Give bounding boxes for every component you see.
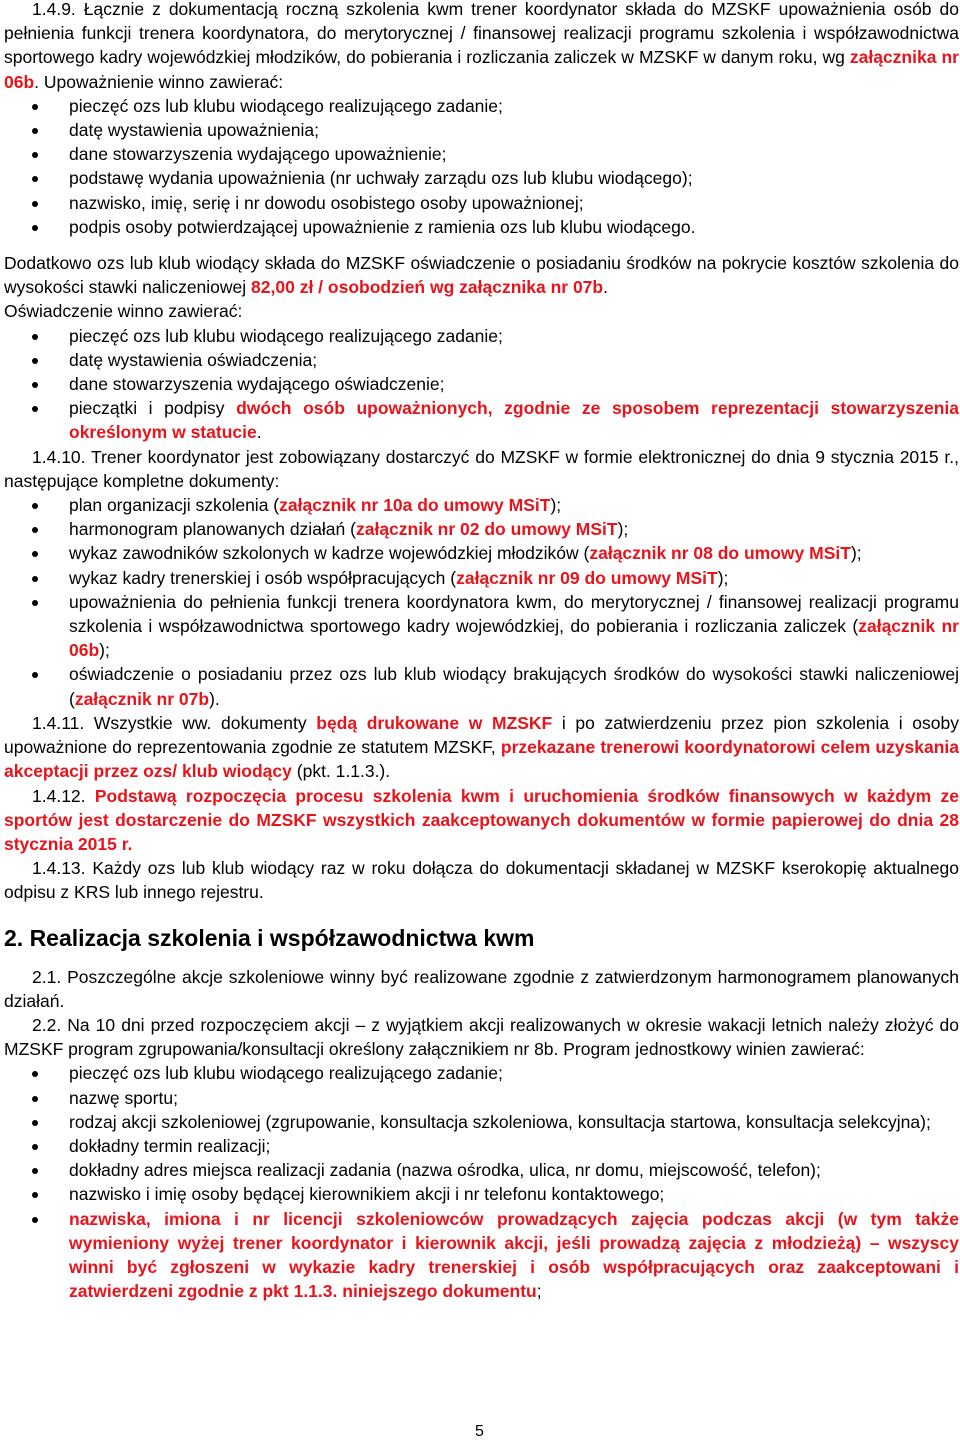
attachment-ref: załącznika nr 06b bbox=[4, 47, 959, 92]
rate-ref: 82,00 zł / osobodzień wg załącznika nr 07b bbox=[251, 277, 604, 298]
bullet-icon bbox=[32, 1144, 38, 1150]
list-item: podstawę wydania upoważnienia (nr uchwały zarządu ozs lub klubu wiodącego); bbox=[4, 166, 959, 190]
list-item: pieczęć ozs lub klubu wiodącego realizującego zadanie; bbox=[4, 1061, 959, 1085]
paragraph-2-2: 2.2. Na 10 dni przed rozpoczęciem akcji – z wyjątkiem akcji realizowanych w okresie wakacji letnich należy złożyć do MZSKF program zgrupowania/konsultacji określony załącznikiem nr 8b. Program jednostkowy winien zawierać: bbox=[4, 1014, 959, 1060]
bullet-icon bbox=[32, 1096, 38, 1102]
paragraph-1-4-13: 1.4.13. Każdy ozs lub klub wiodący raz w roku dołącza do dokumentacji składanej w MZSKF kserokopię aktualnego odpisu z KRS lub innego rejestru. bbox=[4, 858, 959, 903]
bullet-icon bbox=[32, 104, 38, 110]
authorization-contents-list bbox=[4, 94, 959, 239]
bullet-icon bbox=[32, 382, 38, 388]
paragraph-additional-statement: Dodatkowo ozs lub klub wiodący składa do MZSKF oświadczenie o posiadaniu środków na pokrycie kosztów szkolenia do wysokości stawki naliczeniowej 82,00 zł / osobodzień wg załącznika nr 07b. bbox=[4, 253, 959, 298]
list-item: dokładny termin realizacji; bbox=[4, 1134, 959, 1158]
bullet-icon bbox=[32, 503, 38, 509]
document-page bbox=[4, 0, 959, 1303]
bullet-icon bbox=[32, 527, 38, 533]
bullet-icon bbox=[32, 1192, 38, 1198]
bullet-icon bbox=[32, 1071, 38, 1077]
list-item: wykaz kadry trenerskiej i osób współpracujących (załącznik nr 09 do umowy MSiT); bbox=[4, 566, 959, 590]
list-item: pieczęć ozs lub klubu wiodącego realizującego zadanie; bbox=[4, 324, 959, 348]
list-item: nazwę sportu; bbox=[4, 1086, 959, 1110]
bullet-icon bbox=[32, 600, 38, 606]
bullet-icon bbox=[32, 358, 38, 364]
list-item: upoważnienia do pełnienia funkcji trenera koordynatora kwm, do merytorycznej / finansowej realizacji programu szkolenia i współzawodnictwa sportowego kadry wojewódzkiej, do pobierania i rozliczania zaliczek (załącznik nr 06b); bbox=[4, 590, 959, 663]
list-item: harmonogram planowanych działań (załącznik nr 02 do umowy MSiT); bbox=[4, 517, 959, 541]
statement-contents-intro: Oświadczenie winno zawierać: bbox=[4, 301, 243, 322]
bullet-icon bbox=[32, 1217, 38, 1223]
paragraph-2-1: 2.1. Poszczególne akcje szkoleniowe winny być realizowane zgodnie z zatwierdzonym harmonogramem planowanych działań. bbox=[4, 966, 959, 1011]
bullet-icon bbox=[32, 128, 38, 134]
list-item: datę wystawienia oświadczenia; bbox=[4, 348, 959, 372]
list-item: nazwisko i imię osoby będącej kierownikiem akcji i nr telefonu kontaktowego; bbox=[4, 1182, 959, 1206]
paragraph-number: 1.4.12. bbox=[32, 785, 86, 806]
paragraph-1-4-9: 1.4.9. Łącznie z dokumentacją roczną szkolenia kwm trener koordynator składa do MZSKF upoważnienia osób do pełnienia funkcji trenera koordynatora, do merytorycznej / finansowej realizacji programu szkolenia i współzawodnictwa sportowego kadry wojewódzkiej młodzików, do pobierania i rozliczania zaliczek w MZSKF w danym roku, wg załącznika nr 06b. Upoważnienie winno zawierać: bbox=[4, 0, 959, 92]
bullet-icon bbox=[32, 334, 38, 340]
list-item: dane stowarzyszenia wydającego oświadczenie; bbox=[4, 372, 959, 396]
bullet-icon bbox=[32, 1168, 38, 1174]
bullet-icon bbox=[32, 1120, 38, 1126]
paragraph-number: 2.1. bbox=[32, 966, 62, 987]
bullet-icon bbox=[32, 576, 38, 582]
list-item: pieczątki i podpisy dwóch osób upoważnionych, zgodnie ze sposobem reprezentacji stowarzyszenia określonym w statucie. bbox=[4, 396, 959, 444]
statement-contents-list bbox=[4, 324, 959, 445]
paragraph-number: 1.4.9. bbox=[32, 0, 76, 19]
bullet-icon bbox=[32, 201, 38, 207]
list-item: rodzaj akcji szkoleniowej (zgrupowanie, konsultacja szkoleniowa, konsultacja startowa, konsultacja selekcyjna); bbox=[4, 1110, 959, 1134]
list-item: dane stowarzyszenia wydającego upoważnienie; bbox=[4, 142, 959, 166]
required-documents-list bbox=[4, 493, 959, 711]
bullet-icon bbox=[32, 551, 38, 557]
bullet-icon bbox=[32, 672, 38, 678]
list-item: dokładny adres miejsca realizacji zadania (nazwa ośrodka, ulica, nr domu, miejscowość, telefon); bbox=[4, 1158, 959, 1182]
list-item: plan organizacji szkolenia (załącznik nr 10a do umowy MSiT); bbox=[4, 493, 959, 517]
paragraph-number: 1.4.13. bbox=[32, 858, 86, 879]
list-item: nazwiska, imiona i nr licencji szkoleniowców prowadzących zajęcia podczas akcji (w tym także wymieniony wyżej trener koordynator i kierownik akcji, jeśli prowadzą zajęcia z młodzieżą) – wszyscy winni być zgłoszeni w wykazie kadry trenerskiej i osób współpracujących oraz zaakceptowani i zatwierdzeni zgodnie z pkt 1.1.3. niniejszego dokumentu; bbox=[4, 1207, 959, 1304]
list-item: wykaz zawodników szkolonych w kadrze wojewódzkiej młodzików (załącznik nr 08 do umowy MSiT); bbox=[4, 541, 959, 565]
list-item: oświadczenie o posiadaniu przez ozs lub klub wiodący brakujących środków do wysokości stawki naliczeniowej (załącznik nr 07b). bbox=[4, 662, 959, 710]
bullet-icon bbox=[32, 176, 38, 182]
paragraph-1-4-11: 1.4.11. Wszystkie ww. dokumenty będą drukowane w MZSKF i po zatwierdzeniu przez pion szkolenia i osoby upoważnione do reprezentowania zgodnie ze statutem MZSKF, przekazane trenerowi koordynatorowi celem uzyskania akceptacji przez ozs/ klub wiodący (pkt. 1.1.3.). bbox=[4, 712, 959, 782]
program-contents-list bbox=[4, 1061, 959, 1303]
list-item: pieczęć ozs lub klubu wiodącego realizującego zadanie; bbox=[4, 94, 959, 118]
paragraph-number: 2.2. bbox=[32, 1014, 62, 1035]
paragraph-number: 1.4.11. bbox=[32, 712, 85, 733]
list-item: podpis osoby potwierdzającej upoważnienie z ramienia ozs lub klubu wiodącego. bbox=[4, 215, 959, 239]
list-item: datę wystawienia upoważnienia; bbox=[4, 118, 959, 142]
paragraph-1-4-10: 1.4.10. Trener koordynator jest zobowiązany dostarczyć do MZSKF w formie elektronicznej do dnia 9 stycznia 2015 r., następujące kompletne dokumenty: bbox=[4, 446, 959, 491]
list-item: nazwisko, imię, serię i nr dowodu osobistego osoby upoważnionej; bbox=[4, 191, 959, 215]
page-number: 5 bbox=[475, 1423, 484, 1440]
paragraph-1-4-12: 1.4.12. Podstawą rozpoczęcia procesu szkolenia kwm i uruchomienia środków finansowych w każdym ze sportów jest dostarczenie do MZSKF wszystkich zaakceptowanych dokumentów w formie papierowej do dnia 28 stycznia 2015 r. bbox=[4, 785, 959, 854]
bullet-icon bbox=[32, 406, 38, 412]
bullet-icon bbox=[32, 225, 38, 231]
paragraph-number: 1.4.10. bbox=[32, 446, 86, 467]
section-heading: 2. Realizacja szkolenia i współzawodnictwa kwm bbox=[4, 924, 535, 951]
bullet-icon bbox=[32, 152, 38, 158]
